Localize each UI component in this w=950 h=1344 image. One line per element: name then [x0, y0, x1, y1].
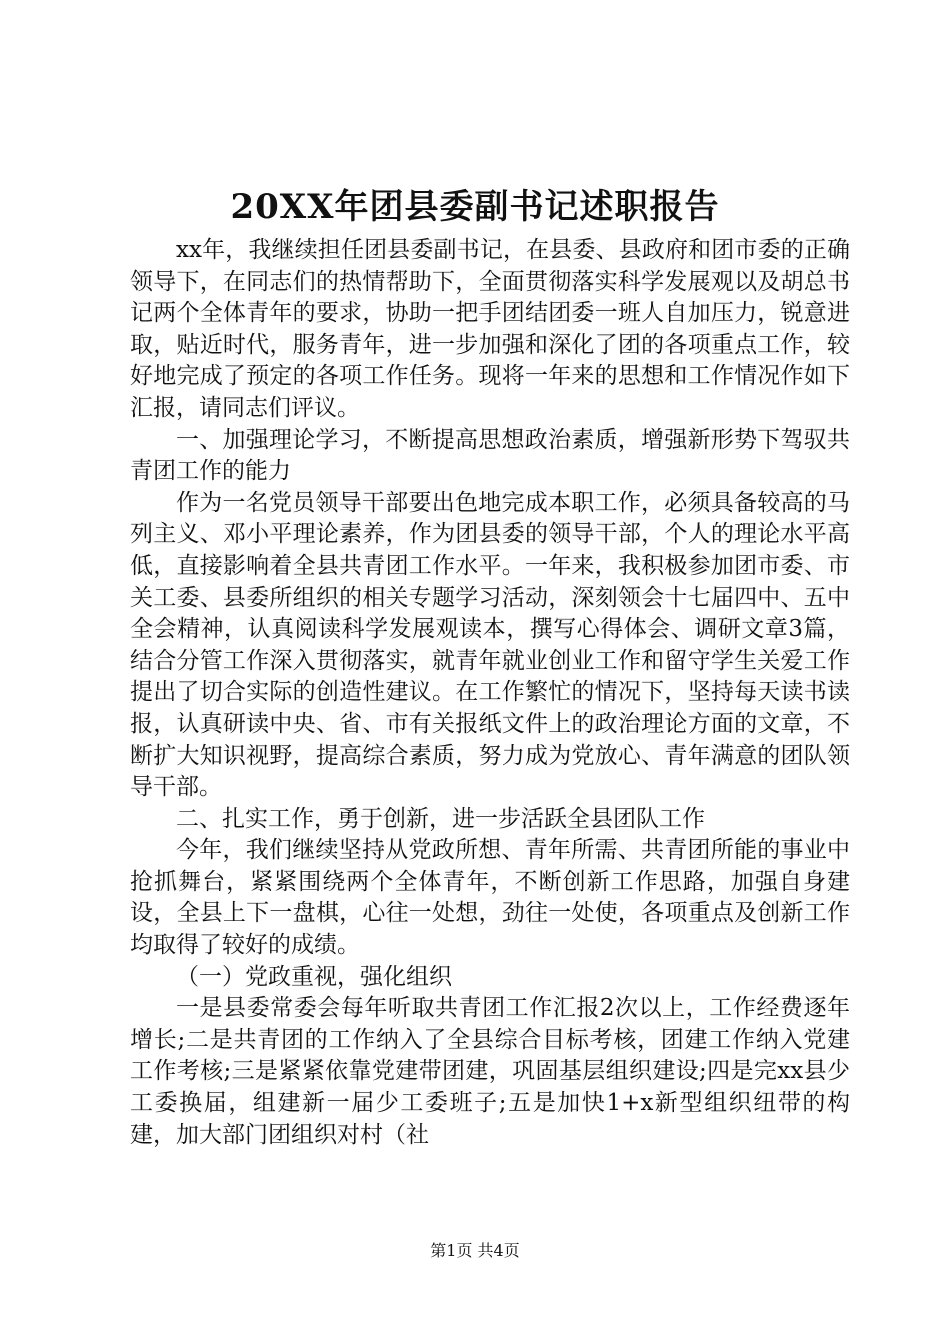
section-heading-2: 二、扎实工作，勇于创新，进一步活跃全县团队工作 — [176, 805, 705, 832]
paragraph-section-1: 作为一名党员领导干部要出色地完成本职工作，必须具备较高的马列主义、邓小平理论素养，作为团县委的领导干部，个人的理论水平高低，直接影响着全县共青团工作水平。一年来，我积极参加团市委、市关工委、县委所组织的相关专题学习活动，深刻领会十七届四中、五中全会精神，认真阅读科学发展观读本，撰写心得体会、调研文章3篇，结合分管工作深入贯彻落实，就青年就业创业工作和留守学生关爱工作提出了切合实际的创造性建议。在工作繁忙的情况下，坚持每天读书读报，认真研读中央、省、市有关报纸文件上的政治理论方面的文章，不断扩大知识视野，提高综合素质，努力成为党放心、青年满意的团队领导干部。 — [130, 489, 850, 801]
subsection-heading-1: （一）党政重视，强化组织 — [176, 963, 452, 990]
section-heading-1: 一、加强理论学习，不断提高思想政治素质，增强新形势下驾驭共青团工作的能力 — [130, 426, 850, 485]
paragraph-section-2: 今年，我们继续坚持从党政所想、青年所需、共青团所能的事业中抢抓舞台，紧紧围绕两个全体青年，不断创新工作思路，加强自身建设，全县上下一盘棋，心往一处想，劲往一处使，各项重点及创新工作均取得了较好的成绩。 — [130, 837, 850, 959]
page-number-footer: 第1页 共4页 — [430, 1241, 520, 1260]
paragraph-subsection-1: 一是县委常委会每年听取共青团工作汇报2次以上，工作经费逐年增长;二是共青团的工作纳入了全县综合目标考核，团建工作纳入党建工作考核;三是紧紧依靠党建带团建，巩固基层组织建设;四是完xx县少工委换届，组建新一届少工委班子;五是加快1+x新型组织纽带的构建，加大部门团组织对村（社 — [130, 995, 850, 1148]
paragraph-intro: xx年，我继续担任团县委副书记，在县委、县政府和团市委的正确领导下，在同志们的热情帮助下，全面贯彻落实科学发展观以及胡总书记两个全体青年的要求，协助一把手团结团委一班人自加压力，锐意进取，贴近时代，服务青年，进一步加强和深化了团的各项重点工作，较好地完成了预定的各项工作任务。现将一年来的思想和工作情况作如下汇报，请同志们评议。 — [130, 237, 850, 421]
document-body — [130, 235, 850, 1151]
page-title: 20XX年团县委副书记述职报告 — [230, 187, 720, 227]
